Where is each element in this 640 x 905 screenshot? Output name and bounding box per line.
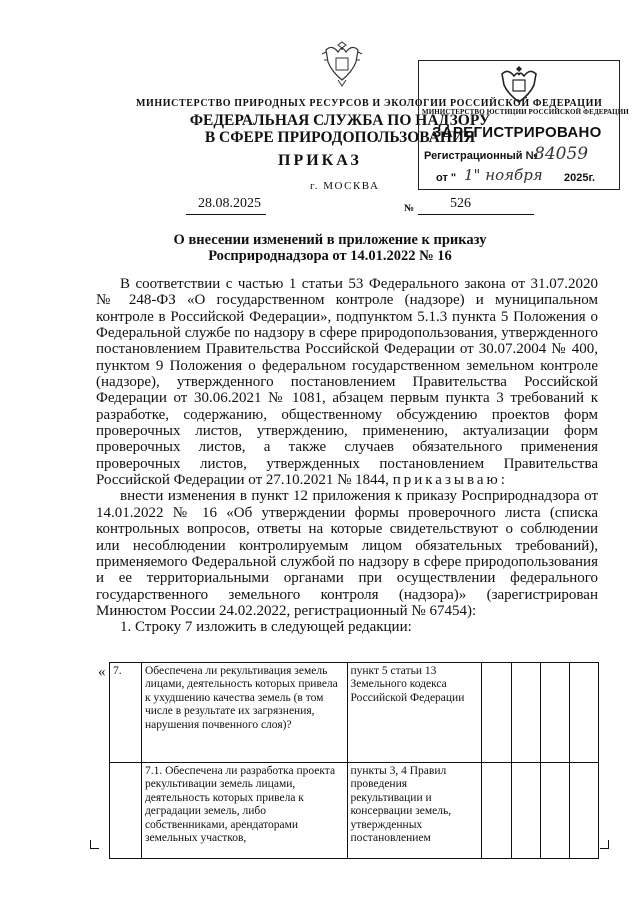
order-date: 28.08.2025 xyxy=(198,196,261,211)
row-question: Обеспечена ли рекультивация земель лицами, деятельность которых привела к ухудшению качества земель (в том числе в результате их загрязнения, нарушения почвенного слоя)? xyxy=(141,663,347,763)
stamp-reg-number: 84059 xyxy=(534,144,589,164)
number-underline xyxy=(418,214,534,215)
answer-cell xyxy=(541,763,570,859)
order-title xyxy=(110,232,550,264)
date-underline xyxy=(186,214,266,215)
row-number xyxy=(110,763,142,859)
service-line-2: В СФЕРЕ ПРИРОДОПОЛЬЗОВАНИЯ xyxy=(204,129,476,146)
stamp-registered: ЗАРЕГИСТРИРОВАНО xyxy=(432,124,602,141)
checklist-table xyxy=(109,662,599,859)
order-body xyxy=(96,276,598,636)
row-reference: пункт 5 статьи 13 Земельного кодекса Российской Федерации xyxy=(347,663,482,763)
answer-cell xyxy=(482,763,512,859)
basis-text: В соответствии с частью 1 статьи 53 Федерального закона от 31.07.2020 № 248-ФЗ «О государственном контроле (надзоре) и муниципальном контроле в Российской Федерации», подпунктом 5.1.3 пункта 5 Положения о Федеральной службе по надзору в сфере природопользования, утвержденного постановлением Правительства Российской Федерации от 30.07.2004 № 400, пунктом 9 Положения о федеральном государственном земельном контроле (надзоре), утвержденного постановлением Правительства Российской Федерации от 30.06.2021 № 1081, абзацем первым пункта 3 требований к разработке, содержанию, общественному обсуждению проектов форм проверочных листов, утверждению, применению, актуализации форм проверочных листов, а также случаев обязательного применения проверочных листов, утвержденных постановлением Правительства Российской Федерации от 27.10.2021 № 1844, xyxy=(96,276,598,489)
paragraph-amendment: внести изменения в пункт 12 приложения к приказу Росприроднадзора от 14.01.2022 № 16 «Об утверждении формы проверочного листа (списка контрольных вопросов, ответы на которые свидетельствуют о соблюдении или несоблюдении контролируемым лицом обязательных требований), применяемого Федеральной службой по надзору в сфере природопользования и ее территориальными органами при осуществлении федерального государственного земельного контроля (надзора)» (зарегистрирован Минюстом России 24.02.2022, регистрационный № 67454): xyxy=(96,488,598,619)
table-row xyxy=(110,663,599,763)
service-line-1: ФЕДЕРАЛЬНАЯ СЛУЖБА ПО НАДЗОРУ xyxy=(189,112,491,129)
answer-cell xyxy=(482,663,512,763)
table-row xyxy=(110,763,599,859)
stamp-reg-label: Регистрационный № xyxy=(424,150,538,162)
answer-cell xyxy=(570,763,599,859)
row-reference: пункты 3, 4 Правил проведения рекультивации и консервации земель, утвержденных постановлением xyxy=(347,763,482,859)
city: г. МОСКВА xyxy=(310,180,380,192)
title-line-2: Росприроднадзора от 14.01.2022 № 16 xyxy=(208,248,452,264)
number-sign: № xyxy=(404,203,415,214)
ministry-name: МИНИСТЕРСТВО ПРИРОДНЫХ РЕСУРСОВ И ЭКОЛОГИИ РОССИЙСКОЙ ФЕДЕРАЦИИ xyxy=(136,98,603,109)
paragraph-item-1: 1. Строку 7 изложить в следующей редакции: xyxy=(120,619,412,636)
order-command: приказываю: xyxy=(392,472,508,489)
stamp-ministry: МИНИСТЕРСТВО ЮСТИЦИИ РОССИЙСКОЙ ФЕДЕРАЦИИ xyxy=(422,108,629,116)
stamp-date-prefix: от " xyxy=(436,172,457,184)
answer-cell xyxy=(570,663,599,763)
corner-mark-left xyxy=(90,840,99,849)
opening-quote: « xyxy=(98,664,106,680)
order-number: 526 xyxy=(450,196,471,211)
row-number: 7. xyxy=(110,663,142,763)
stamp-year: 2025г. xyxy=(564,172,596,184)
document-type: ПРИКАЗ xyxy=(278,152,362,169)
answer-cell xyxy=(512,763,541,859)
coat-of-arms-icon xyxy=(318,36,366,90)
answer-cell xyxy=(512,663,541,763)
title-line-1: О внесении изменений в приложение к приказу xyxy=(173,232,487,248)
stamp-coat-of-arms-icon xyxy=(496,64,542,108)
row-question: 7.1. Обеспечена ли разработка проекта рекультивации земель лицами, деятельность которых привела к деградации земель, либо собственниками, арендаторами земельных участков, xyxy=(141,763,347,859)
paragraph-basis xyxy=(96,276,598,488)
corner-mark-right xyxy=(600,840,609,849)
stamp-date-handwritten: 1" ноября xyxy=(464,166,543,184)
answer-cell xyxy=(541,663,570,763)
